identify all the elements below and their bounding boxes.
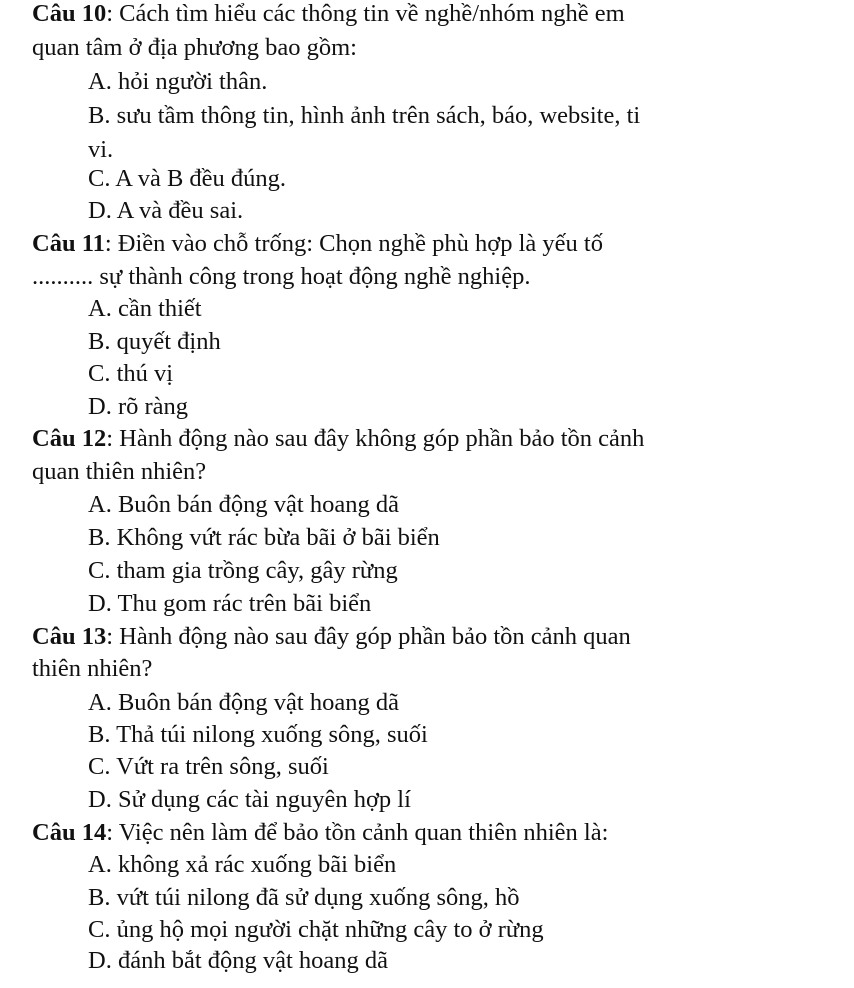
question-10-label: Câu 10 [32, 0, 107, 27]
question-13-option-d[interactable]: D. Sử dụng các tài nguyên hợp lí [88, 786, 411, 813]
question-12-label: Câu 12 [32, 425, 107, 452]
question-12-option-d[interactable]: D. Thu gom rác trên bãi biển [88, 590, 372, 617]
question-11-stem [32, 229, 603, 259]
question-10-text: : Cách tìm hiểu các thông tin về nghề/nhóm nghề em [106, 0, 625, 27]
question-13-label: Câu 13 [32, 623, 107, 650]
question-11-option-a[interactable]: A. cần thiết [88, 295, 202, 322]
question-12-stem [32, 424, 644, 454]
question-11-option-c[interactable]: C. thú vị [88, 360, 174, 387]
question-13-stem-continued: thiên nhiên? [32, 655, 153, 682]
question-10-option-b-continued: vi. [88, 136, 114, 163]
question-12-option-b[interactable]: B. Không vứt rác bừa bãi ở bãi biển [88, 524, 440, 551]
question-12-stem-continued: quan thiên nhiên? [32, 458, 207, 485]
question-14-option-b[interactable]: B. vứt túi nilong đã sử dụng xuống sông, hồ [88, 884, 520, 911]
question-12-text: : Hành động nào sau đây không góp phần bảo tồn cảnh [106, 425, 645, 452]
question-10-option-d[interactable]: D. A và đều sai. [88, 197, 244, 224]
question-14-option-c[interactable]: C. ủng hộ mọi người chặt những cây to ở rừng [88, 916, 544, 943]
question-13-option-a[interactable]: A. Buôn bán động vật hoang dã [88, 689, 399, 716]
question-11-text: : Điền vào chỗ trống: Chọn nghề phù hợp là yếu tố [104, 230, 603, 257]
question-11-option-d[interactable]: D. rõ ràng [88, 393, 189, 420]
question-13-text: : Hành động nào sau đây góp phần bảo tồn cảnh quan [106, 623, 631, 650]
question-13-stem [32, 622, 631, 652]
question-13-option-c[interactable]: C. Vứt ra trên sông, suối [88, 753, 329, 780]
question-14-label: Câu 14 [32, 819, 107, 846]
question-14-option-d[interactable]: D. đánh bắt động vật hoang dã [88, 947, 389, 974]
question-10-option-b[interactable]: B. sưu tầm thông tin, hình ảnh trên sách, báo, website, ti [88, 102, 641, 129]
question-11-stem-continued: .......... sự thành công trong hoạt động nghề nghiệp. [32, 263, 531, 290]
question-13-option-b[interactable]: B. Thả túi nilong xuống sông, suối [88, 721, 428, 748]
question-11-option-b[interactable]: B. quyết định [88, 328, 221, 355]
question-10-option-a[interactable]: A. hỏi người thân. [88, 68, 268, 95]
question-10-option-c[interactable]: C. A và B đều đúng. [88, 165, 287, 192]
question-14-stem [32, 818, 608, 848]
question-11-label: Câu 11 [32, 230, 105, 257]
question-14-option-a[interactable]: A. không xả rác xuống bãi biển [88, 851, 397, 878]
question-14-text: : Việc nên làm để bảo tồn cảnh quan thiên nhiên là: [106, 819, 609, 846]
question-10-stem-continued: quan tâm ở địa phương bao gồm: [32, 34, 357, 61]
question-12-option-a[interactable]: A. Buôn bán động vật hoang dã [88, 491, 399, 518]
question-10-stem [32, 0, 625, 29]
question-12-option-c[interactable]: C. tham gia trồng cây, gây rừng [88, 557, 398, 584]
